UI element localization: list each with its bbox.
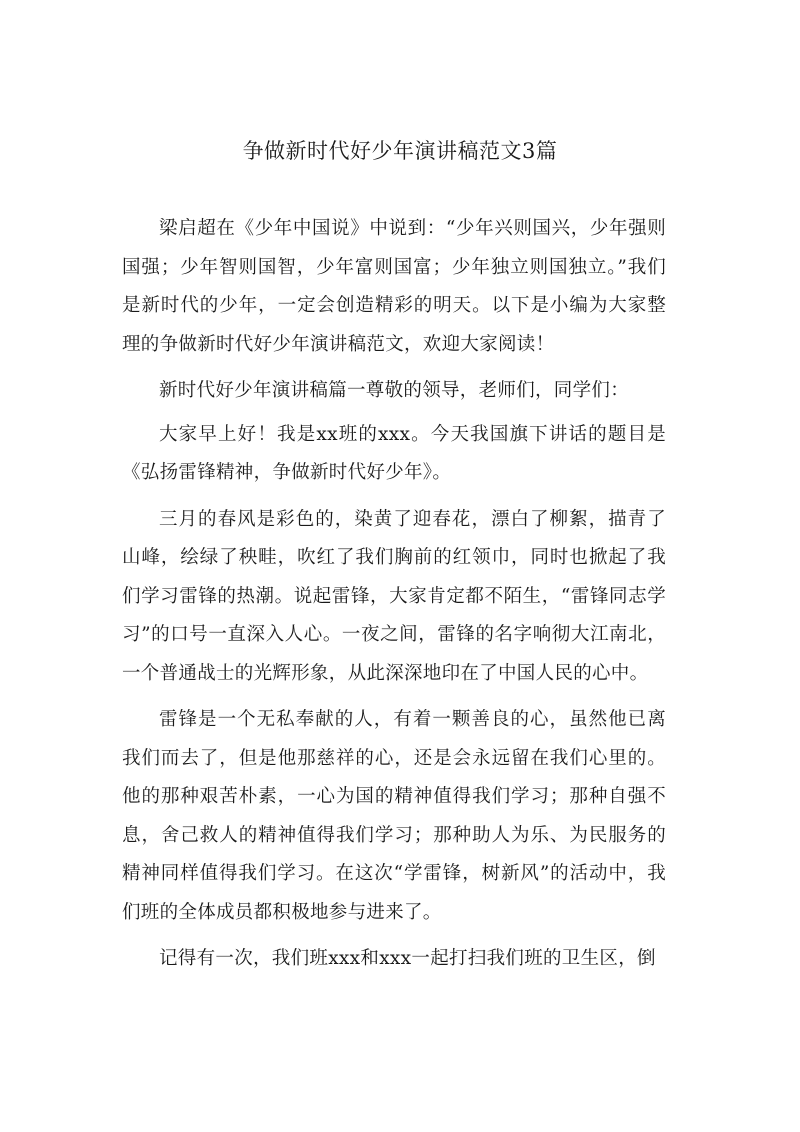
- paragraph-opening: 大家早上好！我是xx班的xxx。今天我国旗下讲话的题目是《弘扬雷锋精神，争做新时代好少年》。: [122, 423, 666, 483]
- paragraph-spring: 三月的春风是彩色的，染黄了迎春花，漂白了柳絮，描青了山峰，绘绿了秧畦，吹红了我们胸前的红领巾，同时也掀起了我们学习雷锋的热潮。说起雷锋，大家肯定都不陌生，“雷锋同志学习”的口号一直深入人心。一夜之间，雷锋的名字响彻大江南北，一个普通战士的光辉形象，从此深深地印在了中国人民的心中。: [122, 508, 666, 684]
- paragraph-intro: 梁启超在《少年中国说》中说到：“少年兴则国兴，少年强则国强；少年智则国智，少年富则国富；少年独立则国独立。”我们是新时代的少年，一定会创造精彩的明天。以下是小编为大家整理的争做新时代好少年演讲稿范文，欢迎大家阅读！: [122, 218, 666, 355]
- document-title: 争做新时代好少年演讲稿范文3篇: [242, 139, 558, 163]
- document-body: [122, 210, 666, 987]
- paragraph-leifeng: 雷锋是一个无私奉献的人，有着一颗善良的心，虽然他已离我们而去了，但是他那慈祥的心，还是会永远留在我们心里的。他的那种艰苦朴素，一心为国的精神值得我们学习；那种自强不息，舍己救人的精神值得我们学习；那种助人为乐、为民服务的精神同样值得我们学习。在这次“学雷锋，树新风”的活动中，我们班的全体成员都积极地参与进来了。: [122, 709, 666, 923]
- paragraph-memory: 记得有一次，我们班xxx和xxx一起打扫我们班的卫生区，倒: [159, 948, 656, 969]
- paragraph-greeting: 新时代好少年演讲稿篇一尊敬的领导，老师们，同学们：: [159, 380, 630, 401]
